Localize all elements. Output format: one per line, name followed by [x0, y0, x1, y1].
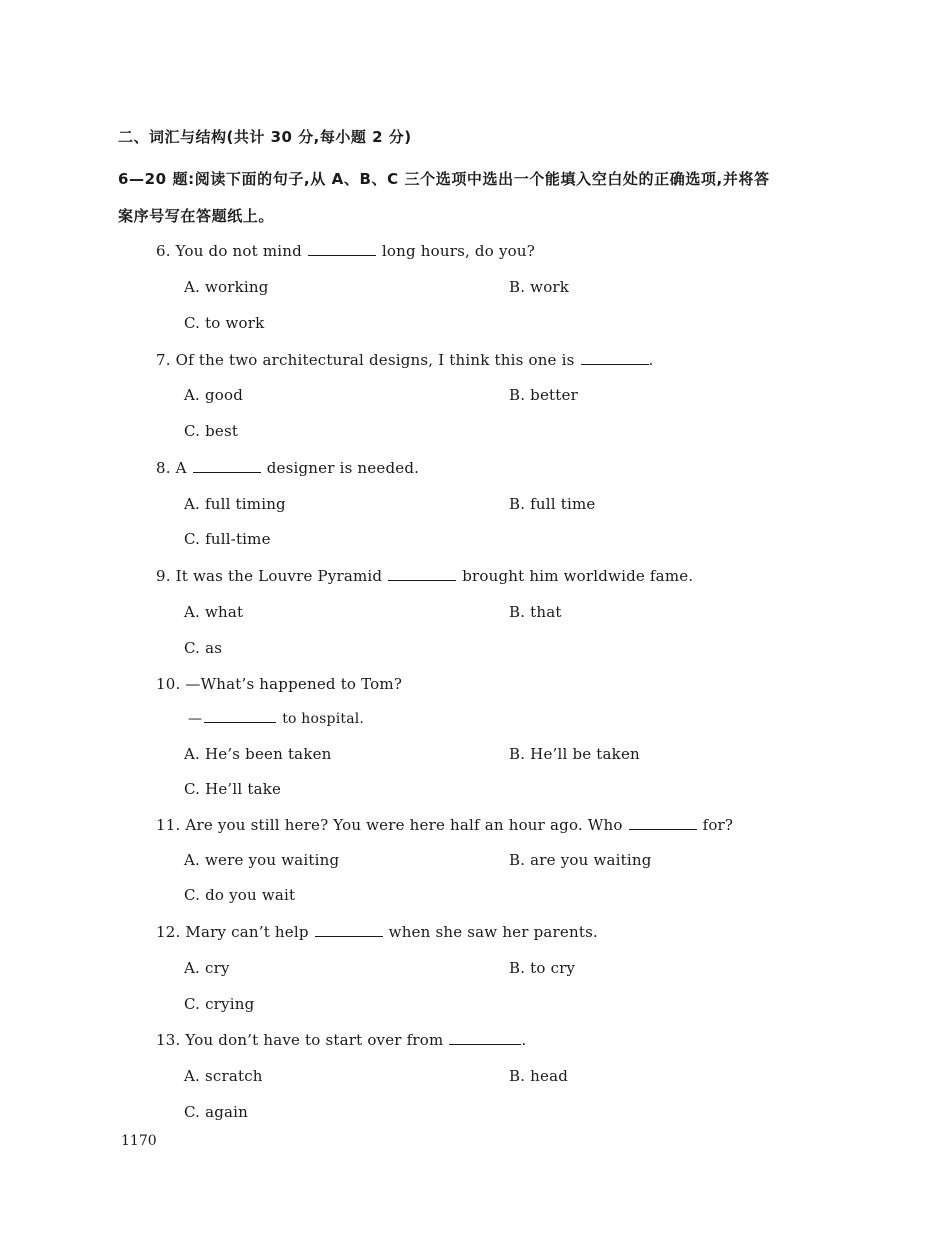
- question-6-option-c: C. to work: [184, 314, 265, 332]
- question-10-option-a: A. He’s been taken: [184, 745, 332, 763]
- question-12-text-before: 12. Mary can’t help: [156, 923, 309, 941]
- question-7-text-after: .: [648, 351, 654, 369]
- question-9-option-a: A. what: [184, 603, 244, 621]
- question-12-stem: [156, 923, 598, 941]
- question-13-text-before: 13. You don’t have to start over from: [156, 1031, 444, 1049]
- instructions-line-1: 6—20 题:阅读下面的句子,从 A、B、C 三个选项中选出一个能填入空白处的正确选项,并将答: [118, 170, 770, 188]
- question-13-blank: [449, 1032, 521, 1045]
- question-10-stem: 10. —What’s happened to Tom?: [156, 675, 403, 693]
- question-9-stem: [156, 567, 693, 585]
- question-9-text-before: 9. It was the Louvre Pyramid: [156, 567, 383, 585]
- question-6-text-after: long hours, do you?: [381, 242, 535, 260]
- section-title: 二、词汇与结构(共计 30 分,每小题 2 分): [118, 128, 412, 146]
- question-11-stem: [156, 816, 733, 834]
- question-8-option-a: A. full timing: [184, 495, 286, 513]
- question-12-text-after: when she saw her parents.: [388, 923, 598, 941]
- question-6-stem: [156, 242, 535, 260]
- question-7-option-b: B. better: [509, 386, 578, 404]
- question-10-blank: [204, 710, 276, 723]
- question-8-text-before: 8. A: [156, 459, 187, 477]
- question-8-text-after: designer is needed.: [266, 459, 420, 477]
- question-11-option-c: C. do you wait: [184, 886, 296, 904]
- question-12-blank: [315, 924, 383, 937]
- question-8-blank: [193, 460, 261, 473]
- question-7-stem: [156, 351, 653, 369]
- question-12-option-a: A. cry: [184, 959, 230, 977]
- question-10-reply-dash: —: [188, 711, 203, 727]
- question-10-option-b: B. He’ll be taken: [509, 745, 640, 763]
- question-8-option-c: C. full-time: [184, 530, 271, 548]
- question-6-option-b: B. work: [509, 278, 570, 296]
- question-9-text-after: brought him worldwide fame.: [462, 567, 694, 585]
- question-11-text-before: 11. Are you still here? You were here half an hour ago. Who: [156, 816, 623, 834]
- question-6-blank: [308, 243, 376, 256]
- question-10-option-c: C. He’ll take: [184, 780, 282, 798]
- question-13-stem: [156, 1031, 526, 1049]
- question-7-text-before: 7. Of the two architectural designs, I think this one is: [156, 351, 575, 369]
- question-13-option-a: A. scratch: [184, 1067, 263, 1085]
- question-6-option-a: A. working: [184, 278, 269, 296]
- question-7-option-c: C. best: [184, 422, 239, 440]
- question-7-option-a: A. good: [184, 386, 244, 404]
- question-12-option-c: C. crying: [184, 995, 255, 1013]
- question-8-stem: [156, 459, 419, 477]
- question-11-blank: [629, 817, 697, 830]
- question-9-option-c: C. as: [184, 639, 223, 657]
- question-11-text-after: for?: [702, 816, 734, 834]
- question-12-option-b: B. to cry: [509, 959, 576, 977]
- question-7-blank: [581, 352, 649, 365]
- question-10-reply: [188, 710, 364, 727]
- page-number: 1170: [121, 1133, 157, 1149]
- question-6-text-before: 6. You do not mind: [156, 242, 302, 260]
- question-8-option-b: B. full time: [509, 495, 596, 513]
- question-13-option-b: B. head: [509, 1067, 569, 1085]
- question-13-option-c: C. again: [184, 1103, 249, 1121]
- instructions-line-2: 案序号写在答题纸上。: [118, 207, 275, 225]
- question-13-text-after: .: [521, 1031, 527, 1049]
- question-10-reply-text: to hospital.: [282, 711, 365, 727]
- question-9-option-b: B. that: [509, 603, 562, 621]
- question-9-blank: [388, 568, 456, 581]
- question-11-option-a: A. were you waiting: [184, 851, 340, 869]
- question-11-option-b: B. are you waiting: [509, 851, 652, 869]
